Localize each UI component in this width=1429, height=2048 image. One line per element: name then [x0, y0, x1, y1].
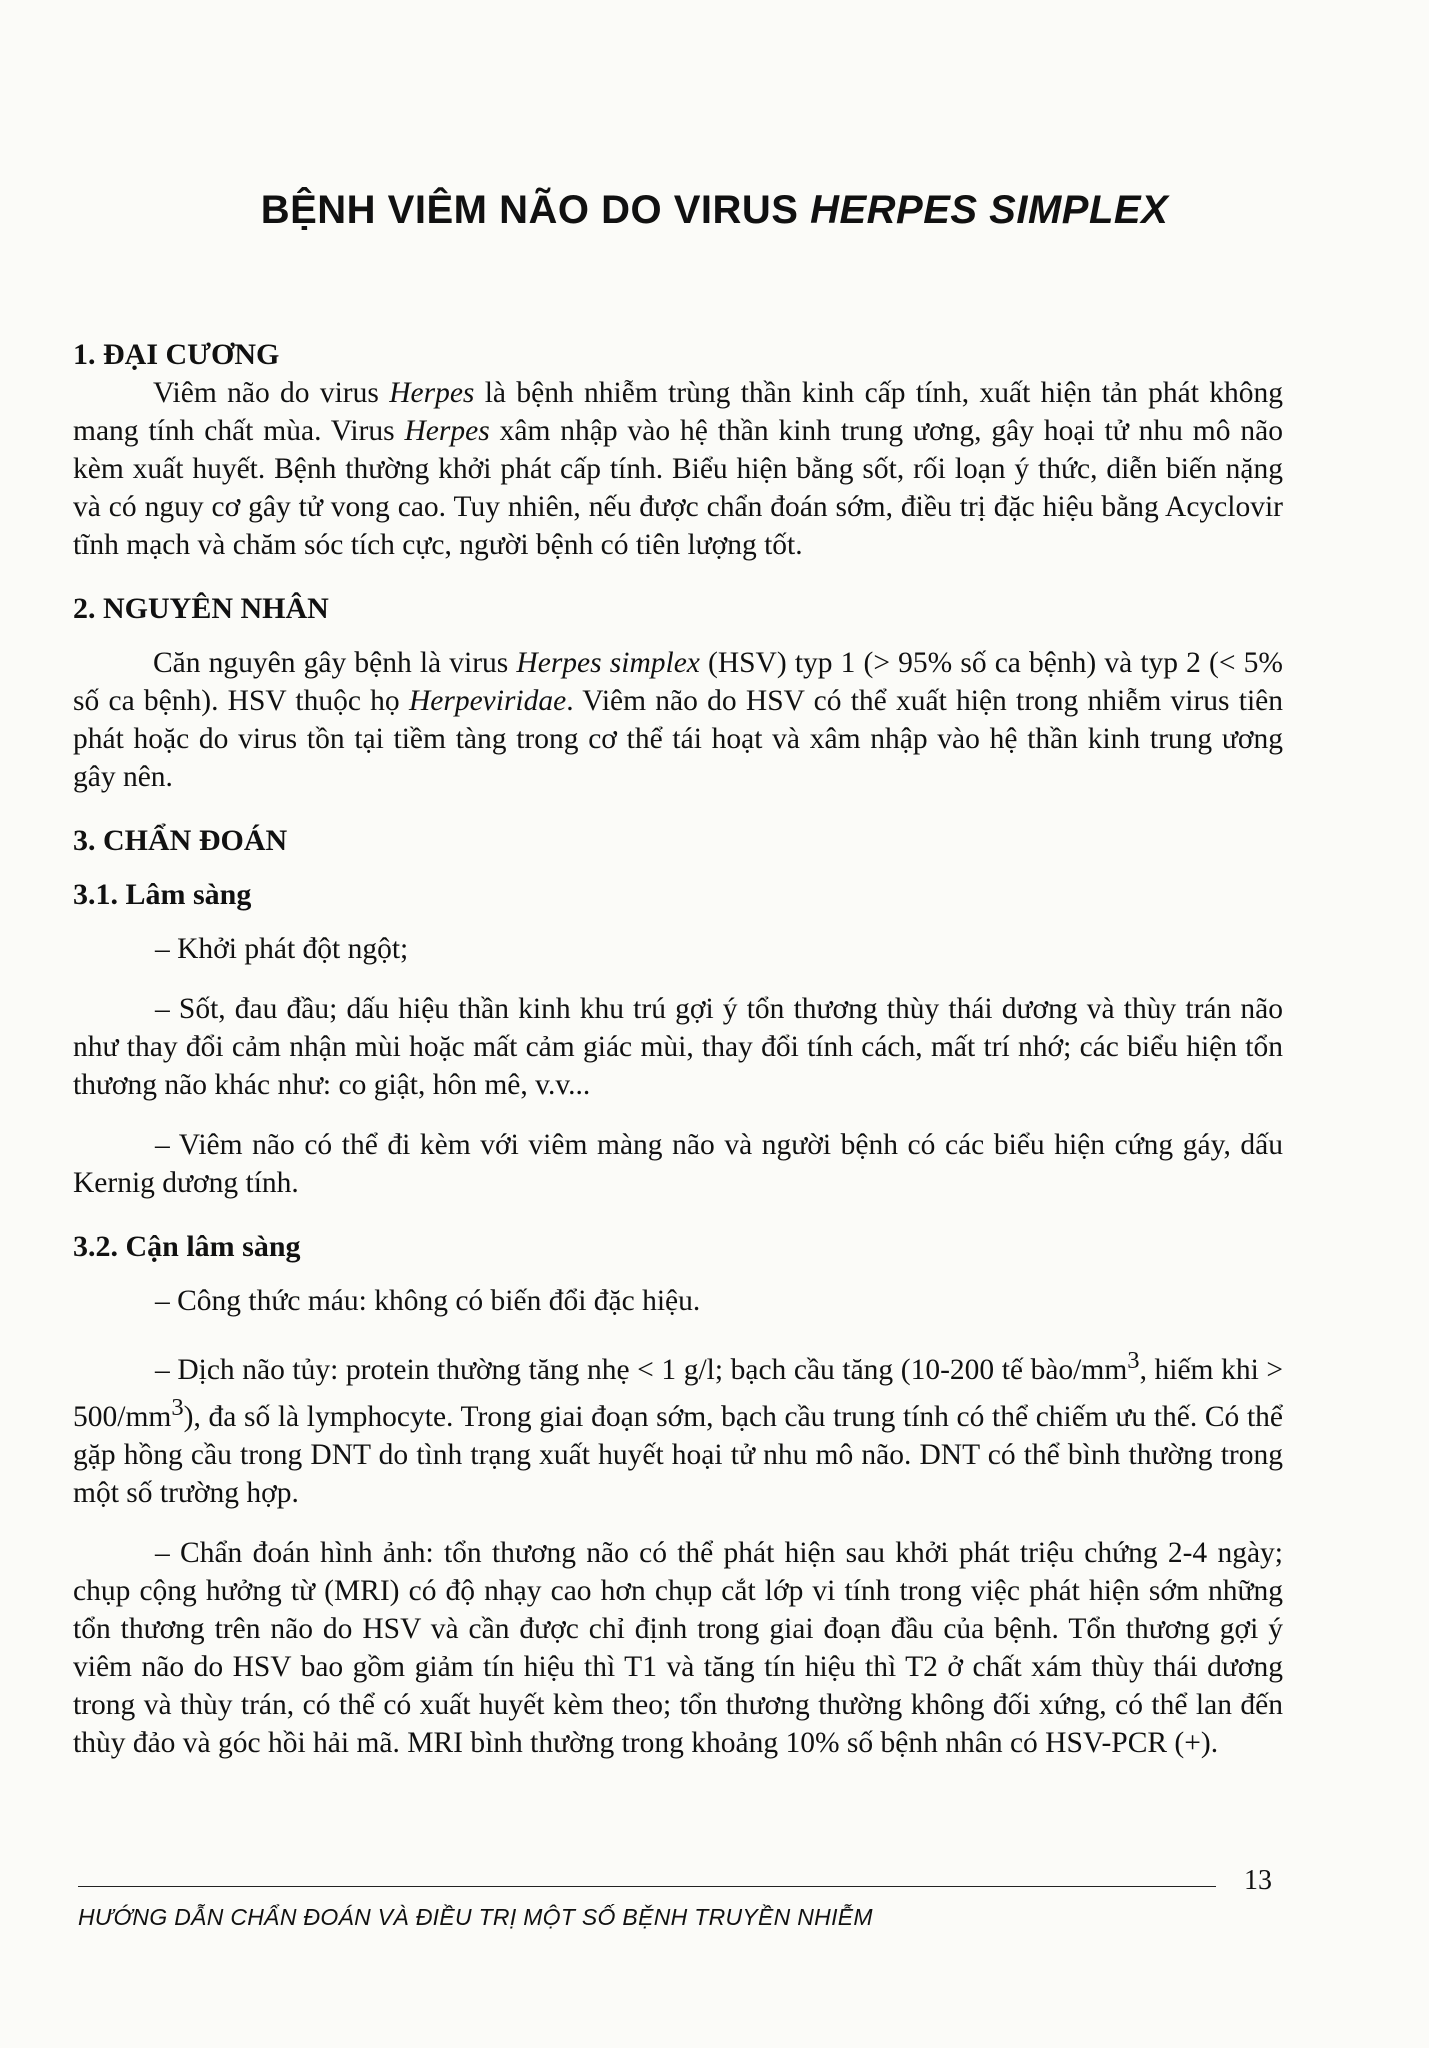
list-item: – Viêm não có thể đi kèm với viêm màng não và người bệnh có các biểu hiện cứng gáy, dấu Kernig dương tính. — [73, 1129, 1283, 1199]
italic-term: Herpeviridae — [408, 685, 567, 717]
paragraph-dai-cuong — [73, 374, 1283, 564]
list-item: – Chẩn đoán hình ảnh: tổn thương não có thể phát hiện sau khởi phát triệu chứng 2-4 ngày; chụp cộng hưởng từ (MRI) có độ nhạy cao hơn chụp cắt lớp vi tính trong việc phát hiện sớm những tổn thương trên não do HSV và cần được chỉ định trong giai đoạn đầu của bệnh. Tổn thương gợi ý viêm não do HSV bao gồm giảm tín hiệu thì T1 và tăng tín hiệu thì T2 ở chất xám thùy thái dương trong và thùy trán, có thể có xuất huyết kèm theo; tổn thương thường không đối xứng, có thể lan đến thùy đảo và góc hồi hải mã. MRI bình thường trong khoảng 10% số bệnh nhân có HSV-PCR (+). — [73, 1536, 1283, 1759]
section-heading-nguyen-nhan: 2. NGUYÊN NHÂN — [73, 592, 329, 625]
italic-term: Herpes — [404, 415, 490, 447]
text-run: là bệnh nhiễm trùng thần kinh cấp tính, xuất hiện tản phát không mang tính chất mùa. Virus — [73, 377, 1283, 447]
footer-rule — [78, 1886, 1216, 1887]
text-run: Căn nguyên gây bệnh là virus — [153, 647, 517, 679]
section-heading-dai-cuong: 1. ĐẠI CƯƠNG — [73, 338, 280, 371]
text-run: Viêm não do virus — [153, 377, 390, 409]
text-run: – Dịch não tủy: protein thường tăng nhẹ < 1 g/l; bạch cầu tăng (10-200 tế bào/mm — [155, 1353, 1128, 1386]
title-italic: HERPES SIMPLEX — [810, 188, 1169, 232]
text-run: ), đa số là lymphocyte. Trong giai đoạn sớm, bạch cầu trung tính có thể chiếm ưu thế. Có thể gặp hồng cầu trong DNT do tình trạng xuất huyết hoại tử nhu mô não. DNT có thể bình thường trong một số trường hợp. — [73, 1400, 1283, 1509]
text-run: . Viêm não do HSV có thể xuất hiện trong nhiễm virus tiên phát hoặc do virus tồn tại tiềm tàng trong cơ thể tái hoạt và xâm nhập vào hệ thần kinh trung ương gây nên. — [73, 685, 1284, 793]
page-title — [0, 188, 1429, 233]
superscript: 3 — [171, 1393, 184, 1421]
paragraph-nguyen-nhan — [73, 644, 1283, 796]
title-main: BỆNH VIÊM NÃO DO VIRUS — [260, 188, 811, 232]
text-run: xâm nhập vào hệ thần kinh trung ương, gây hoại tử nhu mô não kèm xuất huyết. Bệnh thường khởi phát cấp tính. Biểu hiện bằng sốt, rối loạn ý thức, diễn biến nặng và có nguy cơ gây tử vong cao. Tuy nhiên, nếu được chẩn đoán sớm, điều trị đặc hiệu bằng Acyclovir tĩnh mạch và chăm sóc tích cực, người bệnh có tiên lượng tốt. — [73, 415, 1283, 561]
list-item: – Sốt, đau đầu; dấu hiệu thần kinh khu trú gợi ý tổn thương thùy thái dương và thùy trán não như thay đổi cảm nhận mùi hoặc mất cảm giác mùi, thay đổi tính cách, mất trí nhớ; các biểu hiện tổn thương não khác như: co giật, hôn mê, v.v... — [73, 993, 1283, 1101]
section-heading-chan-doan: 3. CHẨN ĐOÁN — [73, 824, 288, 857]
page-number: 13 — [1244, 1865, 1272, 1896]
italic-term: Herpes simplex — [516, 647, 700, 679]
superscript: 3 — [1127, 1347, 1140, 1374]
list-item: – Khởi phát đột ngột; — [155, 933, 409, 965]
footer-book-title: HƯỚNG DẪN CHẨN ĐOÁN VÀ ĐIỀU TRỊ MỘT SỐ BỆNH TRUYỀN NHIỄM — [78, 1904, 873, 1930]
page-content — [73, 336, 1283, 1762]
italic-term: Herpes — [389, 377, 475, 409]
list-item: – Công thức máu: không có biến đổi đặc hiệu. — [155, 1285, 701, 1317]
list-item — [73, 1342, 1283, 1512]
subsection-heading-lam-sang: 3.1. Lâm sàng — [73, 878, 252, 911]
subsection-heading-can-lam-sang: 3.2. Cận lâm sàng — [73, 1230, 301, 1263]
text-run: , hiếm khi > 500/mm — [73, 1353, 1283, 1433]
text-run: (HSV) typ 1 (> 95% số ca bệnh) và typ 2 (< 5% số ca bệnh). HSV thuộc họ — [73, 647, 1283, 717]
